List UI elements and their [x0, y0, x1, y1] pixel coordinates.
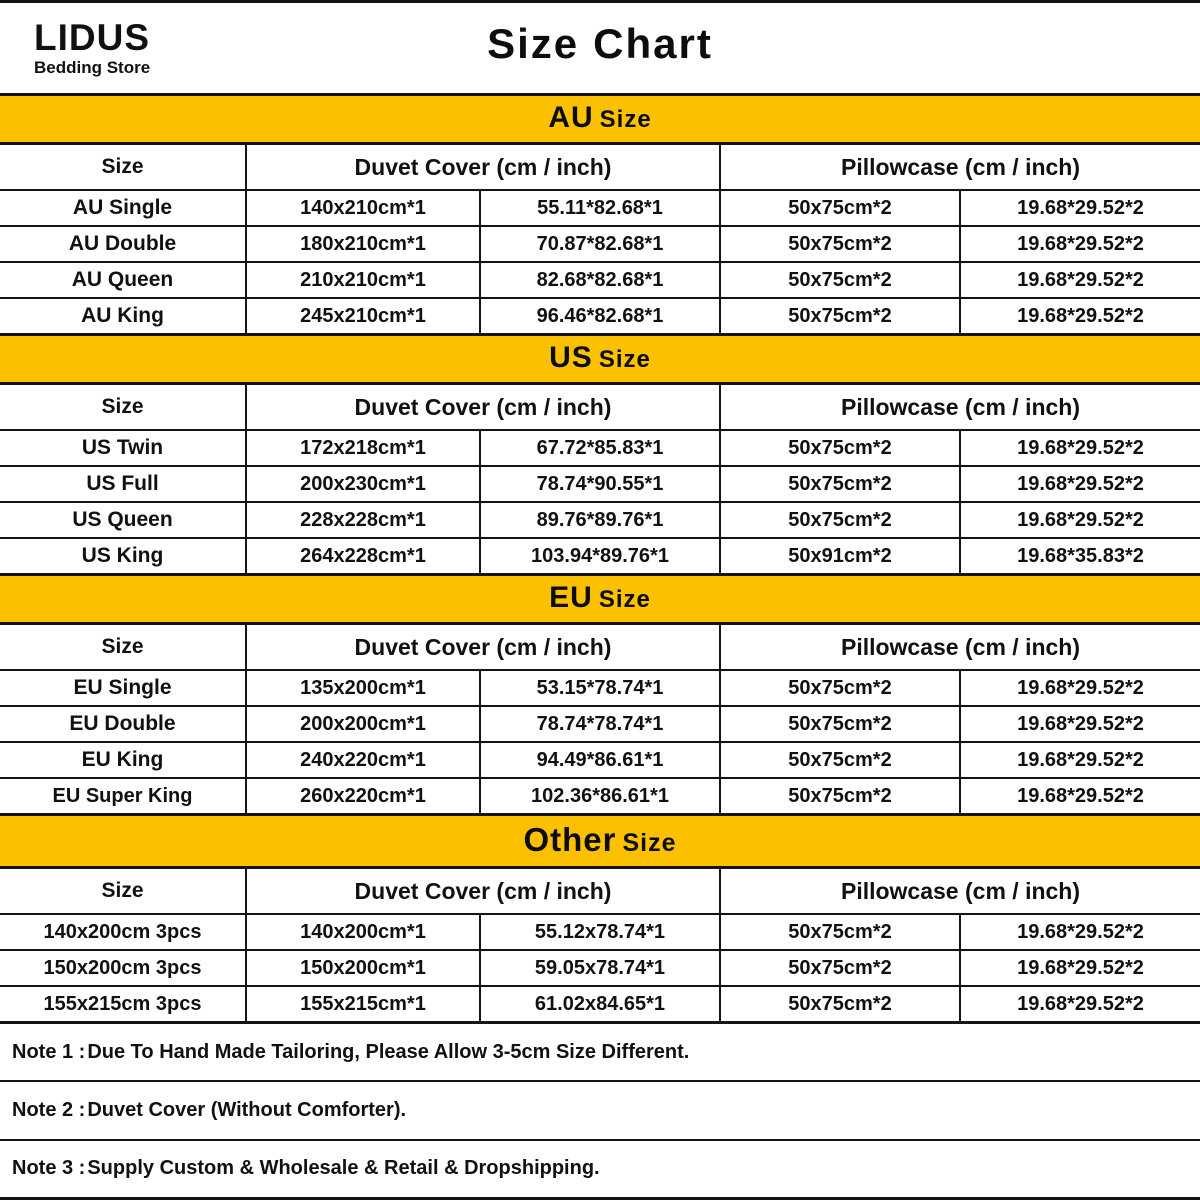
section-band-us-main: US	[549, 341, 593, 374]
col-header-pillowcase: Pillowcase (cm / inch)	[720, 145, 1200, 190]
table-wrap-eu	[0, 625, 1200, 816]
section-band-other	[0, 816, 1200, 869]
cell-pillow-cm: 50x75cm*2	[720, 430, 960, 466]
section-band-au	[0, 96, 1200, 145]
note-2-label: Note 2 :	[12, 1098, 86, 1121]
cell-size: 155x215cm 3pcs	[0, 986, 246, 1021]
cell-pillow-cm: 50x75cm*2	[720, 670, 960, 706]
table-row	[0, 914, 1200, 950]
table-row	[0, 869, 1200, 914]
table-row	[0, 502, 1200, 538]
cell-pillow-inch: 19.68*29.52*2	[960, 502, 1200, 538]
table-row	[0, 385, 1200, 430]
cell-duvet-cm: 155x215cm*1	[246, 986, 480, 1021]
table-row	[0, 670, 1200, 706]
cell-pillow-inch: 19.68*29.52*2	[960, 430, 1200, 466]
page-title-word-chart: Chart	[593, 20, 713, 67]
size-table-au	[0, 145, 1200, 333]
cell-duvet-inch: 89.76*89.76*1	[480, 502, 720, 538]
cell-pillow-inch: 19.68*35.83*2	[960, 538, 1200, 573]
table-wrap-au	[0, 145, 1200, 336]
col-header-size: Size	[0, 145, 246, 190]
cell-duvet-inch: 55.11*82.68*1	[480, 190, 720, 226]
cell-duvet-cm: 245x210cm*1	[246, 298, 480, 333]
cell-duvet-cm: 172x218cm*1	[246, 430, 480, 466]
section-band-eu-main: EU	[549, 581, 593, 614]
cell-pillow-cm: 50x75cm*2	[720, 466, 960, 502]
header	[0, 3, 1200, 96]
cell-duvet-cm: 240x220cm*1	[246, 742, 480, 778]
note-1-label: Note 1 :	[12, 1040, 86, 1063]
cell-pillow-inch: 19.68*29.52*2	[960, 950, 1200, 986]
page-title	[0, 17, 1200, 68]
col-header-duvet: Duvet Cover (cm / inch)	[246, 145, 720, 190]
cell-pillow-cm: 50x75cm*2	[720, 778, 960, 813]
col-header-duvet: Duvet Cover (cm / inch)	[246, 385, 720, 430]
cell-pillow-inch: 19.68*29.52*2	[960, 914, 1200, 950]
cell-pillow-cm: 50x75cm*2	[720, 262, 960, 298]
col-header-pillowcase: Pillowcase (cm / inch)	[720, 869, 1200, 914]
brand-subtitle: Bedding Store	[34, 58, 151, 77]
section-band-us-sub: Size	[598, 346, 651, 373]
col-header-size: Size	[0, 625, 246, 670]
cell-size: AU Double	[0, 226, 246, 262]
note-3-label: Note 3 :	[12, 1157, 86, 1180]
cell-duvet-inch: 102.36*86.61*1	[480, 778, 720, 813]
cell-duvet-cm: 228x228cm*1	[246, 502, 480, 538]
cell-pillow-cm: 50x91cm*2	[720, 538, 960, 573]
section-band-other-main: Other	[523, 821, 617, 858]
table-wrap-us	[0, 385, 1200, 576]
note-3	[0, 1141, 1200, 1197]
cell-pillow-cm: 50x75cm*2	[720, 226, 960, 262]
table-row	[0, 706, 1200, 742]
cell-pillow-cm: 50x75cm*2	[720, 706, 960, 742]
cell-size: AU Single	[0, 190, 246, 226]
section-band-au-sub: Size	[599, 106, 652, 133]
note-2-text: Duvet Cover (Without Comforter).	[87, 1098, 407, 1121]
cell-size: 140x200cm 3pcs	[0, 914, 246, 950]
col-header-duvet: Duvet Cover (cm / inch)	[246, 625, 720, 670]
cell-pillow-inch: 19.68*29.52*2	[960, 466, 1200, 502]
cell-duvet-inch: 55.12x78.74*1	[480, 914, 720, 950]
cell-duvet-inch: 53.15*78.74*1	[480, 670, 720, 706]
cell-duvet-cm: 264x228cm*1	[246, 538, 480, 573]
cell-pillow-inch: 19.68*29.52*2	[960, 986, 1200, 1021]
cell-size: US Twin	[0, 430, 246, 466]
cell-size: AU King	[0, 298, 246, 333]
cell-pillow-inch: 19.68*29.52*2	[960, 742, 1200, 778]
brand-name: LIDUS	[34, 17, 150, 58]
cell-pillow-cm: 50x75cm*2	[720, 986, 960, 1021]
table-row	[0, 190, 1200, 226]
table-row	[0, 145, 1200, 190]
section-band-other-sub: Size	[622, 829, 677, 857]
section-band-au-main: AU	[548, 101, 594, 134]
cell-size: US Full	[0, 466, 246, 502]
cell-pillow-inch: 19.68*29.52*2	[960, 670, 1200, 706]
size-table-eu	[0, 625, 1200, 813]
cell-duvet-cm: 260x220cm*1	[246, 778, 480, 813]
note-1	[0, 1024, 1200, 1082]
table-row	[0, 466, 1200, 502]
page-title-word-size: Size	[487, 20, 580, 67]
table-wrap-other	[0, 869, 1200, 1024]
table-row	[0, 226, 1200, 262]
cell-duvet-cm: 180x210cm*1	[246, 226, 480, 262]
cell-duvet-inch: 82.68*82.68*1	[480, 262, 720, 298]
cell-size: US Queen	[0, 502, 246, 538]
table-row	[0, 950, 1200, 986]
section-band-us	[0, 336, 1200, 385]
cell-pillow-inch: 19.68*29.52*2	[960, 706, 1200, 742]
cell-size: EU King	[0, 742, 246, 778]
size-table-other	[0, 869, 1200, 1021]
table-row	[0, 986, 1200, 1021]
section-band-eu-sub: Size	[598, 586, 651, 613]
cell-pillow-inch: 19.68*29.52*2	[960, 226, 1200, 262]
table-row	[0, 778, 1200, 813]
col-header-pillowcase: Pillowcase (cm / inch)	[720, 625, 1200, 670]
cell-duvet-cm: 135x200cm*1	[246, 670, 480, 706]
note-3-text: Supply Custom & Wholesale & Retail & Dropshipping.	[87, 1157, 600, 1180]
cell-duvet-inch: 78.74*78.74*1	[480, 706, 720, 742]
col-header-size: Size	[0, 869, 246, 914]
cell-duvet-cm: 140x210cm*1	[246, 190, 480, 226]
table-row	[0, 298, 1200, 333]
cell-duvet-inch: 61.02x84.65*1	[480, 986, 720, 1021]
note-2	[0, 1082, 1200, 1140]
table-row	[0, 538, 1200, 573]
section-band-eu	[0, 576, 1200, 625]
cell-pillow-inch: 19.68*29.52*2	[960, 298, 1200, 333]
cell-size: AU Queen	[0, 262, 246, 298]
cell-pillow-cm: 50x75cm*2	[720, 742, 960, 778]
table-row	[0, 430, 1200, 466]
cell-size: US King	[0, 538, 246, 573]
cell-pillow-cm: 50x75cm*2	[720, 298, 960, 333]
cell-duvet-inch: 59.05x78.74*1	[480, 950, 720, 986]
cell-duvet-inch: 96.46*82.68*1	[480, 298, 720, 333]
cell-pillow-inch: 19.68*29.52*2	[960, 190, 1200, 226]
cell-duvet-inch: 94.49*86.61*1	[480, 742, 720, 778]
cell-duvet-inch: 78.74*90.55*1	[480, 466, 720, 502]
cell-pillow-cm: 50x75cm*2	[720, 950, 960, 986]
notes-section	[0, 1024, 1200, 1197]
cell-size: 150x200cm 3pcs	[0, 950, 246, 986]
cell-duvet-cm: 210x210cm*1	[246, 262, 480, 298]
table-row	[0, 742, 1200, 778]
size-table-us	[0, 385, 1200, 573]
table-row	[0, 262, 1200, 298]
col-header-duvet: Duvet Cover (cm / inch)	[246, 869, 720, 914]
cell-size: EU Super King	[0, 778, 246, 813]
cell-duvet-inch: 70.87*82.68*1	[480, 226, 720, 262]
cell-duvet-cm: 140x200cm*1	[246, 914, 480, 950]
cell-pillow-cm: 50x75cm*2	[720, 914, 960, 950]
table-row	[0, 625, 1200, 670]
cell-pillow-inch: 19.68*29.52*2	[960, 778, 1200, 813]
cell-size: EU Double	[0, 706, 246, 742]
cell-pillow-cm: 50x75cm*2	[720, 502, 960, 538]
col-header-pillowcase: Pillowcase (cm / inch)	[720, 385, 1200, 430]
cell-size: EU Single	[0, 670, 246, 706]
note-1-text: Due To Hand Made Tailoring, Please Allow 3-5cm Size Different.	[87, 1040, 690, 1063]
cell-duvet-cm: 200x200cm*1	[246, 706, 480, 742]
cell-pillow-cm: 50x75cm*2	[720, 190, 960, 226]
cell-duvet-inch: 103.94*89.76*1	[480, 538, 720, 573]
cell-pillow-inch: 19.68*29.52*2	[960, 262, 1200, 298]
cell-duvet-cm: 150x200cm*1	[246, 950, 480, 986]
col-header-size: Size	[0, 385, 246, 430]
cell-duvet-cm: 200x230cm*1	[246, 466, 480, 502]
cell-duvet-inch: 67.72*85.83*1	[480, 430, 720, 466]
